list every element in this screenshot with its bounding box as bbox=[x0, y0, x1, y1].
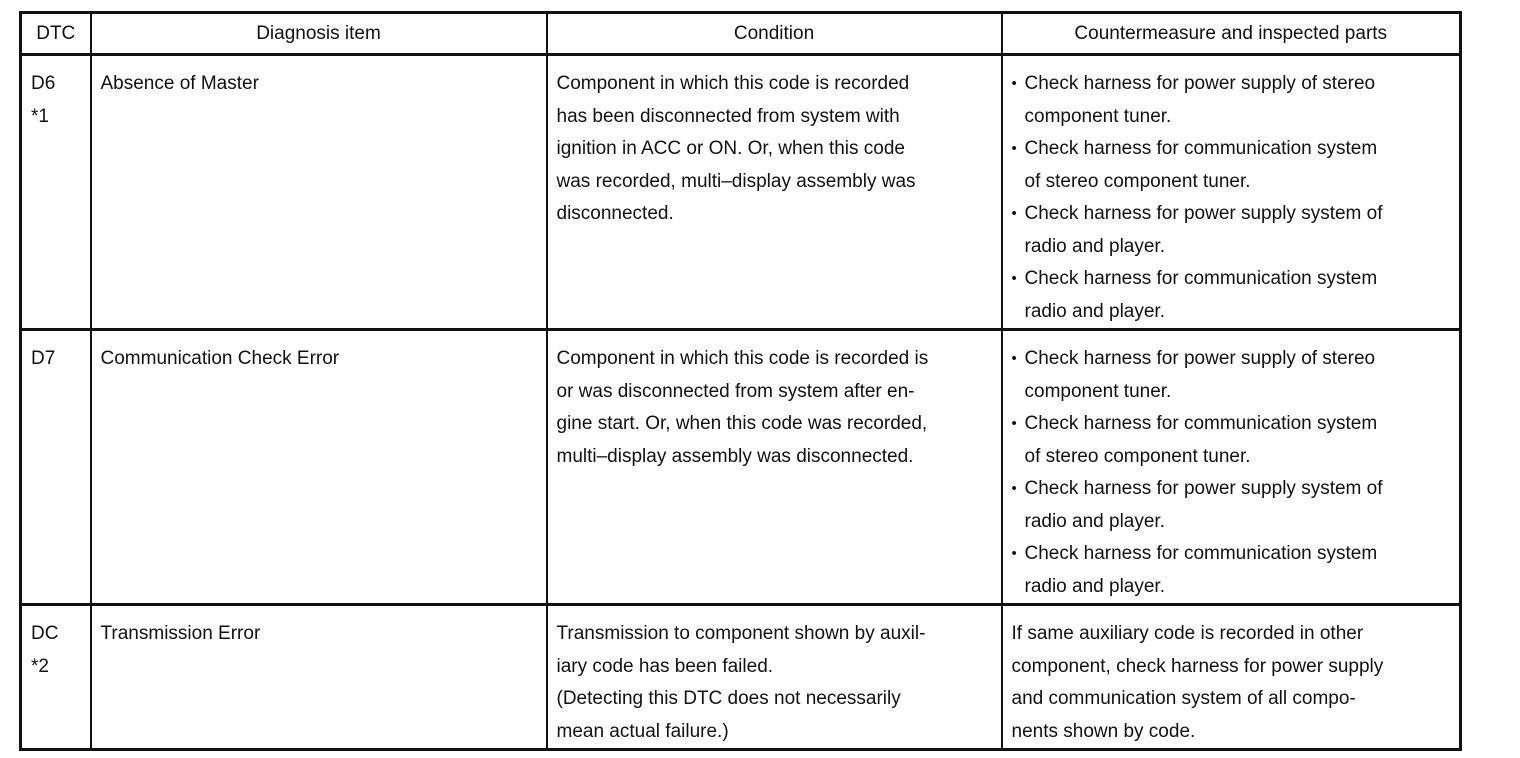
countermeasure-list bbox=[1012, 343, 1454, 603]
diagnosis-item: Transmission Error bbox=[100, 623, 261, 644]
list-item bbox=[1012, 263, 1454, 328]
countermeasure-line: Check harness for power supply of stereo bbox=[1024, 73, 1376, 94]
countermeasure-line: Check harness for communication system bbox=[1024, 543, 1378, 564]
diagnosis-item-cell bbox=[91, 330, 547, 605]
dtc-code: D7 bbox=[31, 348, 56, 369]
dtc-note: *2 bbox=[31, 655, 49, 677]
list-item bbox=[1012, 473, 1454, 538]
countermeasure-line: Check harness for communication system bbox=[1024, 413, 1378, 434]
header-diagnosis-item: Diagnosis item bbox=[91, 13, 547, 55]
condition-line: disconnected. bbox=[556, 203, 674, 224]
condition-line: Component in which this code is recorded is bbox=[556, 348, 929, 369]
countermeasure-line: radio and player. bbox=[1024, 510, 1165, 532]
countermeasure-line: nents shown by code. bbox=[1011, 720, 1196, 742]
header-dtc: DTC bbox=[21, 13, 91, 55]
countermeasure-line: Check harness for power supply of stereo bbox=[1024, 348, 1376, 369]
header-condition: Condition bbox=[547, 13, 1002, 55]
list-item bbox=[1012, 198, 1454, 263]
condition-line: has been disconnected from system with bbox=[556, 105, 900, 127]
condition-cell bbox=[547, 605, 1002, 750]
countermeasure-line: If same auxiliary code is recorded in other bbox=[1011, 623, 1364, 644]
countermeasure-list bbox=[1012, 68, 1454, 328]
condition-line: gine start. Or, when this code was recorded, bbox=[556, 413, 928, 434]
bullet-icon: • bbox=[1011, 545, 1017, 562]
list-item bbox=[1012, 343, 1454, 408]
header-countermeasure: Countermeasure and inspected parts bbox=[1002, 13, 1461, 55]
list-item bbox=[1012, 133, 1454, 198]
bullet-icon: • bbox=[1011, 350, 1017, 367]
list-item bbox=[1012, 408, 1454, 473]
condition-line: mean actual failure.) bbox=[556, 720, 729, 742]
dtc-cell bbox=[21, 330, 91, 605]
countermeasure-line: radio and player. bbox=[1024, 575, 1165, 597]
countermeasure-line: of stereo component tuner. bbox=[1024, 445, 1251, 467]
bullet-icon: • bbox=[1011, 270, 1017, 287]
countermeasure-line: radio and player. bbox=[1024, 300, 1165, 322]
countermeasure-cell bbox=[1002, 605, 1461, 750]
dtc-code: DC bbox=[31, 623, 59, 644]
table-row bbox=[21, 55, 1461, 330]
bullet-icon: • bbox=[1011, 480, 1017, 497]
table-header bbox=[21, 13, 1461, 55]
bullet-icon: • bbox=[1011, 75, 1017, 92]
condition-line: Component in which this code is recorded bbox=[556, 73, 910, 94]
bullet-icon: • bbox=[1011, 415, 1017, 432]
condition-line: (Detecting this DTC does not necessarily bbox=[556, 688, 901, 709]
diagnosis-item: Absence of Master bbox=[100, 73, 259, 94]
dtc-table bbox=[19, 11, 1462, 751]
list-item bbox=[1012, 68, 1454, 133]
table-row bbox=[21, 330, 1461, 605]
diagnosis-item-cell bbox=[91, 605, 547, 750]
condition-line: or was disconnected from system after en- bbox=[556, 380, 915, 402]
condition-line: ignition in ACC or ON. Or, when this code bbox=[556, 138, 905, 159]
countermeasure-line: component, check harness for power supply bbox=[1011, 655, 1384, 677]
countermeasure-line: Check harness for communication system bbox=[1024, 138, 1378, 159]
bullet-icon: • bbox=[1011, 205, 1017, 222]
countermeasure-line: component tuner. bbox=[1024, 105, 1172, 127]
diagnosis-item: Communication Check Error bbox=[100, 348, 340, 369]
list-item bbox=[1012, 538, 1454, 603]
dtc-cell bbox=[21, 605, 91, 750]
countermeasure-line: and communication system of all compo- bbox=[1011, 688, 1356, 709]
condition-line: Transmission to component shown by auxil- bbox=[556, 623, 926, 644]
condition-cell bbox=[547, 55, 1002, 330]
countermeasure-cell bbox=[1002, 55, 1461, 330]
condition-line: was recorded, multi–display assembly was bbox=[556, 170, 916, 192]
bullet-icon: • bbox=[1011, 140, 1017, 157]
dtc-cell bbox=[21, 55, 91, 330]
countermeasure-line: Check harness for power supply system of bbox=[1024, 203, 1383, 224]
dtc-note: *1 bbox=[31, 105, 49, 127]
condition-line: iary code has been failed. bbox=[556, 655, 774, 677]
dtc-code: D6 bbox=[31, 73, 56, 94]
countermeasure-line: radio and player. bbox=[1024, 235, 1165, 257]
countermeasure-line: Check harness for communication system bbox=[1024, 268, 1378, 289]
countermeasure-line: of stereo component tuner. bbox=[1024, 170, 1251, 192]
condition-cell bbox=[547, 330, 1002, 605]
table-row bbox=[21, 605, 1461, 750]
countermeasure-line: Check harness for power supply system of bbox=[1024, 478, 1383, 499]
diagnosis-item-cell bbox=[91, 55, 547, 330]
countermeasure-cell bbox=[1002, 330, 1461, 605]
condition-line: multi–display assembly was disconnected. bbox=[556, 445, 914, 467]
header-row bbox=[21, 13, 1461, 55]
countermeasure-line: component tuner. bbox=[1024, 380, 1172, 402]
